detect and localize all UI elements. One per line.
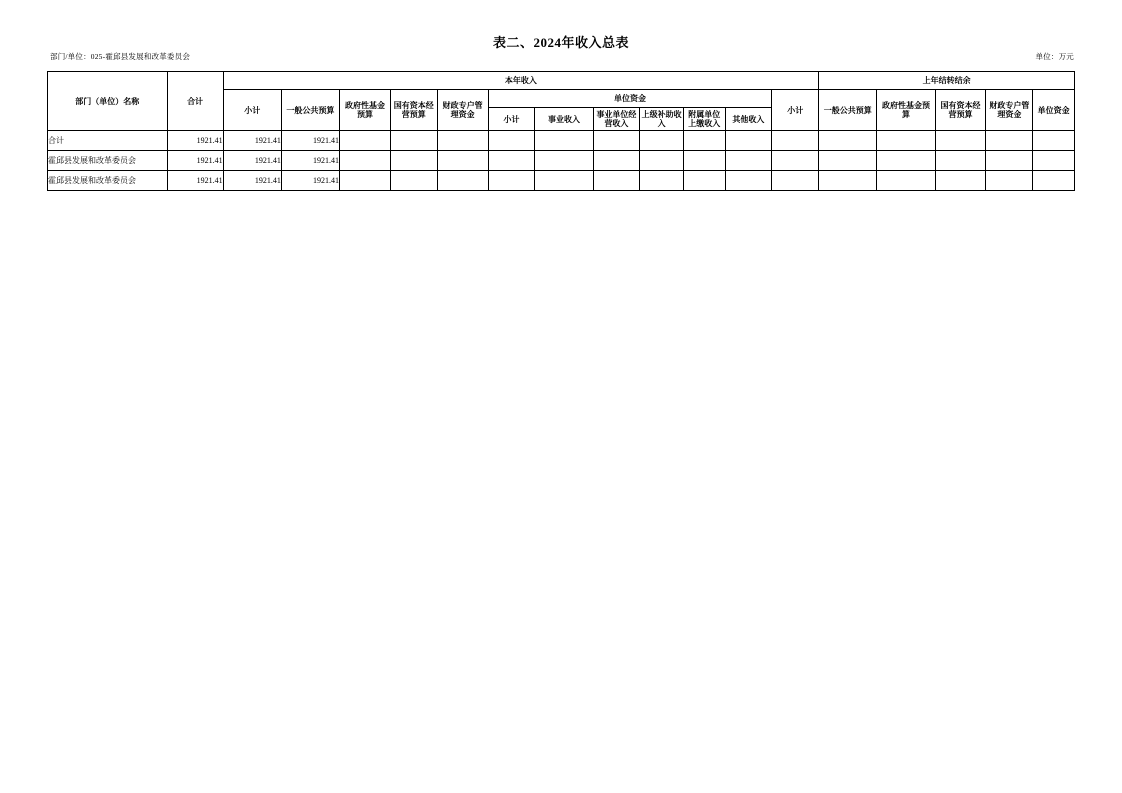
cell-py-subtotal (772, 151, 819, 171)
cell-py-subtotal (772, 131, 819, 151)
cell-py-statecap (935, 151, 986, 171)
cell-cy-fiscal (437, 151, 488, 171)
cell-uf-subtotal (488, 131, 535, 151)
cell-py-general (819, 131, 877, 151)
cell-uf-operating (593, 171, 640, 191)
cell-uf-superior (640, 131, 684, 151)
table-body (48, 131, 1075, 191)
cell-cy-subtotal: 1921.41 (223, 151, 281, 171)
cell-uf-business (535, 171, 593, 191)
cell-cy-general: 1921.41 (281, 131, 339, 151)
col-py-unit-funds: 单位资金 (1033, 90, 1075, 131)
cell-uf-other (725, 171, 772, 191)
col-uf-subtotal: 小计 (488, 108, 535, 131)
cell-cy-statecap (390, 171, 437, 191)
cell-py-fiscal (986, 171, 1033, 191)
cell-cy-govfund (340, 171, 391, 191)
cell-uf-affiliated (683, 171, 725, 191)
col-uf-business-income: 事业收入 (535, 108, 593, 131)
cell-total: 1921.41 (167, 131, 223, 151)
cell-cy-general: 1921.41 (281, 151, 339, 171)
cell-cy-fiscal (437, 171, 488, 191)
cell-py-statecap (935, 131, 986, 151)
page-title: 表二、2024年收入总表 (492, 35, 629, 50)
cell-uf-affiliated (683, 151, 725, 171)
col-py-general-public-budget: 一般公共预算 (819, 90, 877, 131)
col-cy-fiscal-special-funds: 财政专户管理资金 (437, 90, 488, 131)
cell-py-statecap (935, 171, 986, 191)
cell-uf-operating (593, 131, 640, 151)
cell-uf-affiliated (683, 131, 725, 151)
table-row (48, 131, 1075, 151)
cell-py-govfund (877, 171, 935, 191)
cell-cy-statecap (390, 151, 437, 171)
cell-cy-subtotal: 1921.41 (223, 131, 281, 151)
cell-uf-other (725, 131, 772, 151)
col-py-gov-fund-budget: 政府性基金预算 (877, 90, 935, 131)
table-row (48, 151, 1075, 171)
cell-py-govfund (877, 151, 935, 171)
cell-cy-govfund (340, 131, 391, 151)
col-prev-year-carryover: 上年结转结余 (819, 72, 1075, 90)
col-total: 合计 (167, 72, 223, 131)
col-py-state-capital-budget: 国有资本经营预算 (935, 90, 986, 131)
cell-py-fiscal (986, 151, 1033, 171)
cell-cy-statecap (390, 131, 437, 151)
cell-py-unitfunds (1033, 171, 1075, 191)
cell-py-govfund (877, 131, 935, 151)
cell-py-general (819, 171, 877, 191)
cell-uf-subtotal (488, 171, 535, 191)
currency-unit-label: 单位：万元 (1035, 52, 1074, 61)
col-py-fiscal-special-funds: 财政专户管理资金 (986, 90, 1033, 131)
col-uf-superior-subsidy: 上级补助收入 (640, 108, 684, 131)
col-current-year-income: 本年收入 (223, 72, 819, 90)
cell-cy-general: 1921.41 (281, 171, 339, 191)
income-summary-table (47, 71, 1075, 191)
cell-uf-superior (640, 151, 684, 171)
cell-uf-business (535, 131, 593, 151)
cell-py-subtotal (772, 171, 819, 191)
table-row (48, 171, 1075, 191)
table-header-row-1 (48, 72, 1075, 90)
row-label: 霍邱县发展和改革委员会 (48, 151, 168, 171)
cell-cy-govfund (340, 151, 391, 171)
cell-uf-business (535, 151, 593, 171)
cell-py-unitfunds (1033, 131, 1075, 151)
col-cy-subtotal: 小计 (223, 90, 281, 131)
cell-uf-subtotal (488, 151, 535, 171)
cell-py-fiscal (986, 131, 1033, 151)
cell-uf-other (725, 151, 772, 171)
cell-py-unitfunds (1033, 151, 1075, 171)
cell-cy-fiscal (437, 131, 488, 151)
cell-total: 1921.41 (167, 171, 223, 191)
col-py-subtotal: 小计 (772, 90, 819, 131)
row-label: 合计 (48, 131, 168, 151)
cell-py-general (819, 151, 877, 171)
cell-uf-superior (640, 171, 684, 191)
col-dept-name: 部门（单位）名称 (48, 72, 168, 131)
col-uf-other-income: 其他收入 (725, 108, 772, 131)
col-cy-state-capital-budget: 国有资本经营预算 (390, 90, 437, 131)
col-cy-gov-fund-budget: 政府性基金预算 (340, 90, 391, 131)
cell-total: 1921.41 (167, 151, 223, 171)
col-uf-operating-income: 事业单位经营收入 (593, 108, 640, 131)
col-uf-affiliated-income: 附属单位上缴收入 (683, 108, 725, 131)
cell-cy-subtotal: 1921.41 (223, 171, 281, 191)
col-unit-funds: 单位资金 (488, 90, 772, 108)
row-label: 霍邱县发展和改革委员会 (48, 171, 168, 191)
department-unit-label: 部门/单位：025-霍邱县发展和改革委员会 (50, 52, 191, 61)
col-cy-general-public-budget: 一般公共预算 (281, 90, 339, 131)
cell-uf-operating (593, 151, 640, 171)
